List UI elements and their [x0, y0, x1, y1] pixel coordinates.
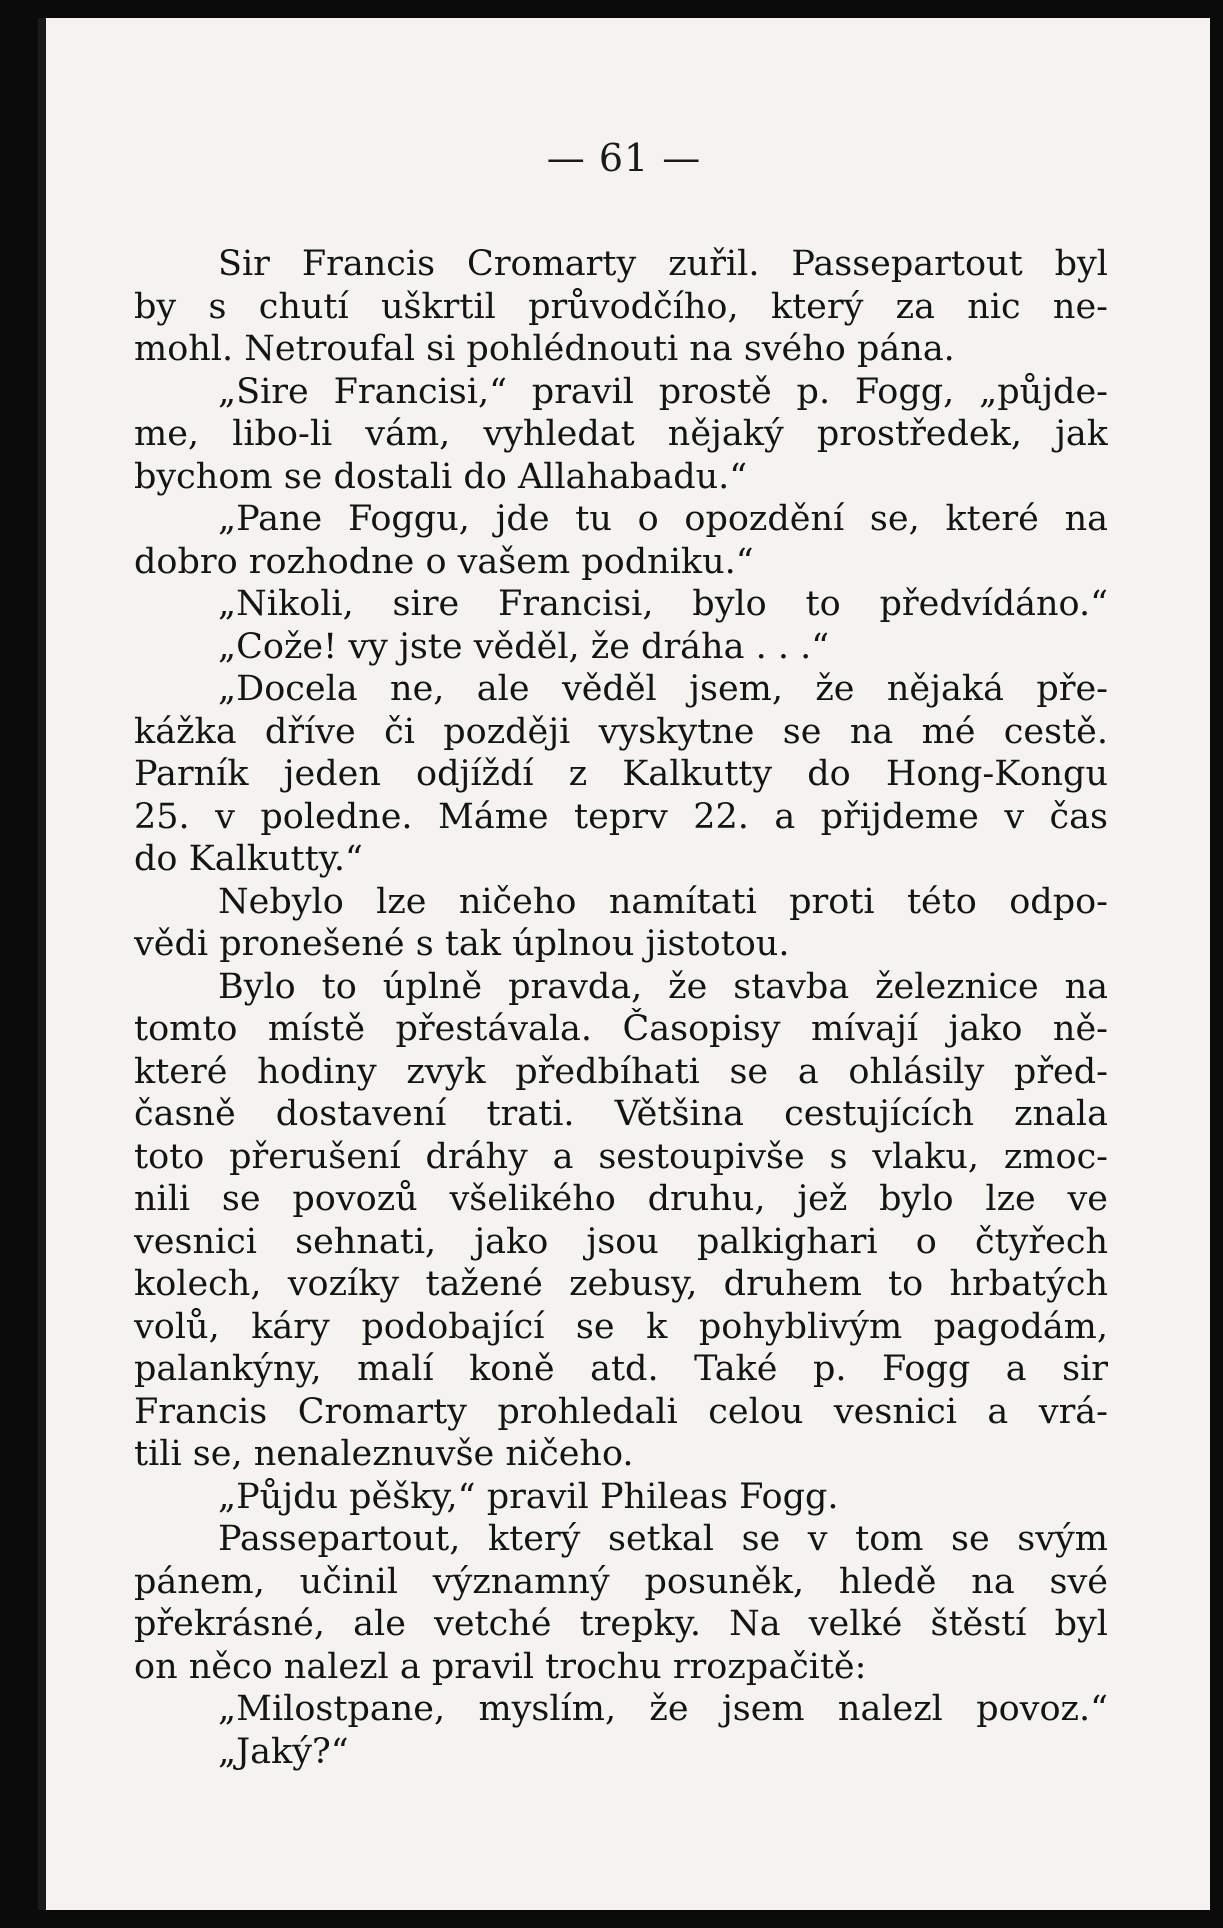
text-line: „Nikoli, sire Francisi, bylo to předvídáno.“: [218, 584, 1108, 624]
text-line: toto přerušení dráhy a sestoupivše s vlaku, zmoc-: [134, 1136, 1108, 1177]
text-line: bychom se dostali do Allahabadu.“: [134, 456, 748, 497]
text-line: vesnici sehnati, jako jsou palkighari o čtyřech: [134, 1221, 1108, 1262]
text-line: časně dostavení trati. Většina cestujících znala: [134, 1094, 1108, 1134]
text-line: „Milostpane, myslím, že jsem nalezl povoz.“: [218, 1689, 1108, 1729]
text-line: Nebylo lze ničeho namítati proti této odpo-: [218, 881, 1108, 922]
text-line: Francis Cromarty prohledali celou vesnici a vrá-: [134, 1391, 1108, 1432]
text-line: by s chutí uškrtil průvodčího, který za nic ne-: [134, 286, 1108, 327]
page-number: — 61 —: [546, 136, 702, 180]
page-binding-edge: [38, 18, 46, 1910]
text-line: „Sire Francisi,“ pravil prostě p. Fogg, „půjde-: [218, 371, 1108, 412]
text-line: Parník jeden odjíždí z Kalkutty do Hong-Kongu: [134, 754, 1108, 794]
text-line: nili se povozů všelikého druhu, jež bylo lze ve: [134, 1179, 1108, 1219]
text-line: „Jaký?“: [218, 1731, 349, 1772]
text-line: Sir Francis Cromarty zuřil. Passepartout byl: [218, 244, 1108, 284]
text-line: dobro rozhodne o vašem podniku.“: [134, 541, 754, 582]
text-line: „Cože! vy jste věděl, že dráha . . .“: [218, 626, 830, 667]
text-line: palankýny, malí koně atd. Také p. Fogg a sir: [134, 1349, 1108, 1389]
text-line: do Kalkutty.“: [134, 839, 363, 879]
text-line: mohl. Netroufal si pohlédnouti na svého pána.: [134, 329, 955, 369]
text-line: kolech, vozíky tažené zebusy, druhem to hrbatých: [134, 1264, 1108, 1304]
text-line: tili se, nenaleznuvše ničeho.: [134, 1434, 634, 1474]
text-line: on něco nalezl a pravil trochu rrozpačitě:: [134, 1646, 867, 1687]
text-line: Passepartout, který setkal se v tom se svým: [218, 1519, 1108, 1559]
text-line: „Docela ne, ale věděl jsem, že nějaká pře-: [218, 669, 1108, 709]
text-line: překrásné, ale vetché trepky. Na velké štěstí byl: [134, 1604, 1108, 1644]
text-line: vědi pronešené s tak úplnou jistotou.: [134, 924, 790, 964]
text-line: volů, káry podobající se k pohyblivým pagodám,: [134, 1306, 1108, 1347]
text-line: „Půjdu pěšky,“ pravil Phileas Fogg.: [218, 1476, 839, 1517]
text-line: které hodiny zvyk předbíhati se a ohlásily před-: [134, 1051, 1108, 1092]
text-line: 25. v poledne. Máme teprv 22. a přijdeme v čas: [134, 796, 1108, 837]
text-line: kážka dříve či později vyskytne se na mé cestě.: [134, 711, 1108, 752]
page-body-text: [134, 243, 1108, 1773]
text-line: „Pane Foggu, jde tu o opozdění se, které na: [218, 499, 1108, 539]
text-line: me, libo-li vám, vyhledat nějaký prostředek, jak: [134, 414, 1108, 454]
text-line: tomto místě přestávala. Časopisy mívají jako ně-: [134, 1009, 1108, 1049]
book-page: [38, 18, 1210, 1910]
text-line: pánem, učinil významný posuněk, hledě na své: [134, 1561, 1108, 1602]
text-line: Bylo to úplně pravda, že stavba železnice na: [218, 966, 1108, 1007]
